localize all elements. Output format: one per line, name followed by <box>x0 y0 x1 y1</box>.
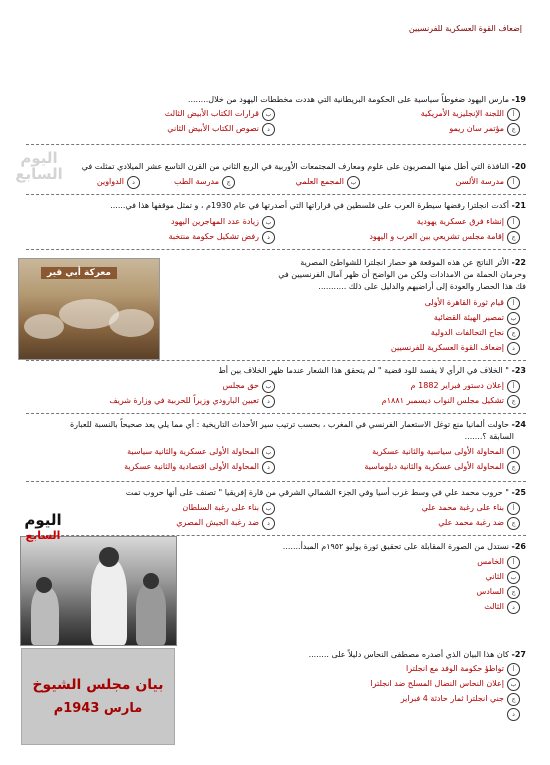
option-marker[interactable]: أ <box>507 108 520 121</box>
watermark-line1: اليوم <box>20 149 58 167</box>
option-text: نصوص الكتاب الأبيض الثاني <box>167 124 259 133</box>
separator <box>26 144 526 145</box>
option-marker[interactable]: د <box>507 708 520 721</box>
question-text: " حروب محمد علي في وسط غرب أسيا وفي الجزء الشمالي الشرقي من قارة إفريقيا " تصنف على أنها حروب تمت <box>125 488 509 497</box>
option-text: المحاولة الأولى سياسية والثانية عسكرية <box>372 447 504 456</box>
option-marker[interactable]: ب <box>262 446 275 459</box>
option-marker[interactable]: د <box>262 517 275 530</box>
option-text: إعلان النحاس النضال المسلح ضد انجلترا <box>370 679 504 688</box>
option-text: رفض تشكيل حكومة منتخبة <box>168 232 259 241</box>
separator <box>26 194 526 195</box>
option-text: زيادة عدد المهاجرين اليهود <box>171 217 259 226</box>
question-text: " الخلاف في الرأي لا يفسد للود قضية " لم يتحقق هذا الشعار عندما ظهر الخلاف بين أط <box>218 366 509 375</box>
question-text: حاولت ألمانيا منع توغل الاستعمار الفرنسي في المغرب ، بحسب ترتيب سير الأحداث التاريخية : أي مما يلي يعد صحيحاً بالنسبة للعبارة <box>69 420 509 429</box>
option-text: تواطؤ حكومة الوفد مع انجلترا <box>406 664 504 673</box>
question-text: أكدت انجلترا رفضها سيطرة العرب على فلسطين في قراراتها التي أصدرتها في عام 1930م ، و تمثل موقفها هذا في...... <box>110 201 509 210</box>
option-text: الثاني <box>485 572 504 581</box>
option-marker[interactable]: ج <box>222 176 235 189</box>
option-text: مدرسة الطب <box>174 177 219 186</box>
question-number: 20- <box>511 162 526 171</box>
question-22 <box>300 258 526 267</box>
option-text: اللجنة الإنجليزية الأمريكية <box>420 109 504 118</box>
question-number: 27- <box>511 650 526 659</box>
question-text: نستدل من الصورة المقابلة على تحقيق ثورة يوليو ١٩٥٢م المبدأ....... <box>282 542 509 551</box>
option-marker[interactable]: ج <box>507 461 520 474</box>
option-text: تشكيل مجلس النواب ديسمبر ١٨٨١م <box>381 396 504 405</box>
option-text: تمصير الهيئة القضائية <box>433 313 504 322</box>
option-text: الثالث <box>484 602 504 611</box>
option-marker[interactable]: د <box>262 231 275 244</box>
battle-painting <box>18 258 160 360</box>
option-text: السادس <box>476 587 504 596</box>
option-marker[interactable]: ج <box>507 586 520 599</box>
question-23 <box>218 366 526 375</box>
option-text: مدرسة الألسن <box>455 177 504 186</box>
option-text: ضد رغبة الجيش المصري <box>176 518 259 527</box>
option-marker[interactable]: أ <box>507 297 520 310</box>
watermark-line2: السابع <box>25 529 61 542</box>
option-text: جني انجلترا ثمار حادثة 4 فبراير <box>400 694 504 703</box>
option-text: مؤتمر سان ريمو <box>449 124 504 133</box>
option-text: حق مجلس <box>222 381 259 390</box>
question-text: مارس اليهود ضغوطاً سياسية على الحكومة البريطانية التي هددت مخططات اليهود من خلال........ <box>187 95 509 104</box>
revolution-photo <box>20 536 177 646</box>
option-marker[interactable]: ب <box>262 502 275 515</box>
senate-date: مارس 1943م <box>53 701 143 716</box>
senate-statement-image <box>21 648 175 745</box>
option-marker[interactable]: أ <box>507 176 520 189</box>
option-marker[interactable]: ب <box>262 380 275 393</box>
question-text: السابقة ؟....... <box>464 432 514 441</box>
option-marker[interactable]: أ <box>507 663 520 676</box>
separator <box>26 360 526 361</box>
option-marker[interactable]: ج <box>507 123 520 136</box>
option-text: المحاولة الأولى عسكرية والثانية سياسية <box>127 447 259 456</box>
option-marker[interactable]: أ <box>507 556 520 569</box>
question-text: كان هذا البيان الذي أصدره مصطفى النحاس دليلاً على ........ <box>308 650 509 659</box>
separator <box>26 249 526 250</box>
option-text: بناء على رغبة السلطان <box>182 503 259 512</box>
watermark-line2: السابع <box>15 165 63 183</box>
question-26 <box>283 542 526 551</box>
option-marker[interactable]: د <box>262 123 275 136</box>
option-text: ضد رغبة محمد علي <box>438 518 504 527</box>
option-marker[interactable]: د <box>262 461 275 474</box>
separator <box>26 481 526 482</box>
option-marker[interactable]: ج <box>507 517 520 530</box>
question-text: النافذة التي أطل منها المصريون على علوم ومعارف المجتمعات الأوربية في الربع الثاني من القرن التاسع عشر الميلادي تمثلت في <box>81 162 509 171</box>
question-number: 24- <box>511 420 526 429</box>
option-marker[interactable]: د <box>507 342 520 355</box>
option-marker[interactable]: ب <box>262 216 275 229</box>
question-text: وحرمان الحملة من الامدادات ولكن من الواضح أن ظهر آمال الفرنسيين في <box>278 270 526 279</box>
option-marker[interactable]: أ <box>507 446 520 459</box>
question-text: الأثر الناتج عن هذه الموقعة هو حصار انجلترا للشواطئ المصرية <box>300 258 509 267</box>
option-marker[interactable]: ج <box>507 693 520 706</box>
option-marker[interactable]: ج <box>507 327 520 340</box>
question-21 <box>110 201 526 210</box>
option-text: قيام ثورة القاهرة الأولى <box>424 298 504 307</box>
option-marker[interactable]: أ <box>507 502 520 515</box>
option-marker[interactable]: ج <box>507 395 520 408</box>
watermark-line1: اليوم <box>24 511 62 529</box>
separator <box>26 413 526 414</box>
option-text: المجمع العلمي <box>295 177 344 186</box>
option-text: إقامة مجلس تشريعي بين العرب و اليهود <box>369 232 504 241</box>
option-marker[interactable]: د <box>507 601 520 614</box>
option-text: تعيين البارودي وزيراً للحربية في وزارة شريف <box>109 396 259 405</box>
question-number: 22- <box>511 258 526 267</box>
question-24 <box>70 420 526 429</box>
option-marker[interactable]: د <box>262 395 275 408</box>
option-marker[interactable]: ب <box>347 176 360 189</box>
question-19 <box>188 95 526 104</box>
option-text: المحاولة الأولى اقتصادية والثانية عسكرية <box>124 462 259 471</box>
option-text: نجاح التحالفات الدولية <box>430 328 504 337</box>
option-text: الخامس <box>477 557 504 566</box>
senate-title: بيان مجلس الشيوخ <box>32 677 164 693</box>
option-marker[interactable]: ب <box>507 571 520 584</box>
watermark-logo <box>14 150 64 182</box>
question-number: 23- <box>511 366 526 375</box>
question-number: 21- <box>511 201 526 210</box>
option-text: إنشاء فرق عسكرية يهودية <box>416 217 504 226</box>
question-25 <box>126 488 526 497</box>
option-text: إعلان دستور فبراير 1882 م <box>410 381 504 390</box>
option-text: قرارات الكتاب الأبيض الثالث <box>164 109 259 118</box>
option-marker[interactable]: ب <box>507 678 520 691</box>
option-marker[interactable]: ب <box>507 312 520 325</box>
question-text: فك هذا الحصار والعودة إلى أراضيهم والدليل على ذلك ........... <box>318 282 526 291</box>
option-text: المحاولة الأولى عسكرية والثانية دبلوماسية <box>364 462 504 471</box>
watermark-logo <box>14 512 72 544</box>
question-number: 26- <box>511 542 526 551</box>
option-marker[interactable]: ب <box>262 108 275 121</box>
question-number: 19- <box>511 95 526 104</box>
question-27 <box>309 650 526 659</box>
option-text: إضعاف القوة العسكرية للفرنسيين <box>390 343 504 352</box>
option-marker[interactable]: أ <box>507 216 520 229</box>
question-number: 25- <box>511 488 526 497</box>
question-20 <box>82 162 526 171</box>
option-marker[interactable]: د <box>127 176 140 189</box>
option-marker[interactable]: أ <box>507 380 520 393</box>
battle-caption: معركة أبي قير <box>41 267 117 279</box>
option-text: الدواوين <box>96 177 124 186</box>
page-title: إضعاف القوة العسكرية للفرنسيين <box>408 24 522 33</box>
option-text: بناء على رغبة محمد علي <box>421 503 504 512</box>
option-marker[interactable]: ج <box>507 231 520 244</box>
